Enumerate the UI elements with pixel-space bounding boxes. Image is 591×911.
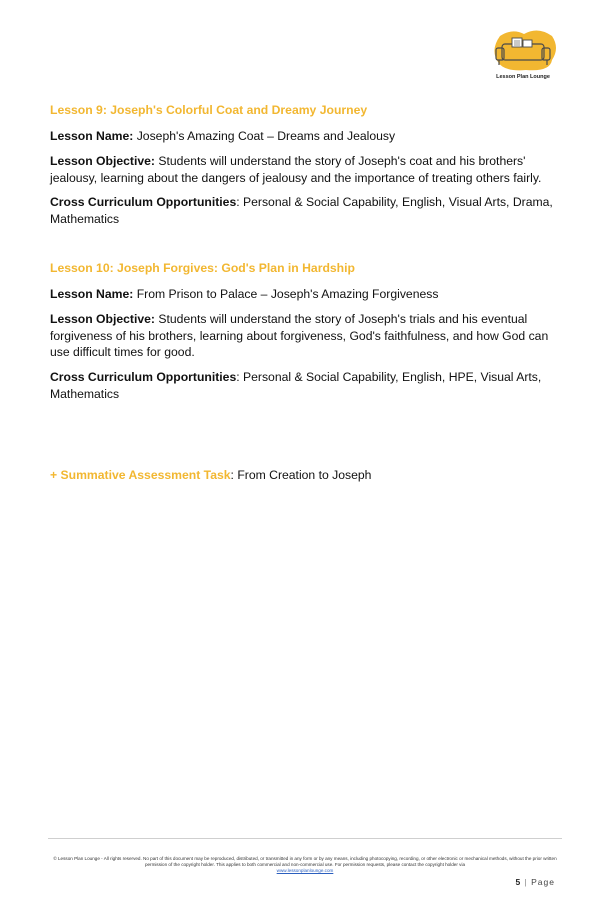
lesson-objective bbox=[50, 153, 562, 187]
sofa-logo-icon bbox=[490, 30, 560, 74]
cross-curriculum bbox=[50, 369, 562, 403]
lesson-name-label: Lesson Name: bbox=[50, 286, 134, 301]
cross-curriculum-value: : Personal & Social Capability, English, HPE, Visual Arts, Mathematics bbox=[50, 370, 542, 401]
lesson-objective-label: Lesson Objective: bbox=[50, 153, 155, 168]
summative-title: Summative Assessment Task bbox=[60, 468, 231, 482]
lesson-objective bbox=[50, 311, 562, 361]
page-number-value: 5 bbox=[515, 877, 522, 887]
brand-logo bbox=[490, 30, 560, 86]
lesson-name bbox=[50, 286, 562, 303]
lesson-name-label: Lesson Name: bbox=[50, 129, 134, 143]
lesson-objective-value: Students will understand the story of Joseph's trials and his eventual forgiveness of his brothers, learning about forgiveness, God's faithfulness, and how God can use difficult times for good. bbox=[50, 311, 549, 360]
lesson-block bbox=[50, 260, 562, 403]
cross-curriculum-value: : Personal & Social Capability, English, Visual Arts, Drama, Mathematics bbox=[50, 195, 553, 227]
website-link[interactable]: www.lessonplanlounge.com bbox=[276, 868, 334, 874]
lesson-block bbox=[50, 102, 562, 228]
summative-assessment bbox=[50, 467, 371, 483]
footer-divider bbox=[48, 838, 562, 839]
footer-copyright bbox=[50, 856, 560, 875]
cross-curriculum-label: Cross Curriculum Opportunities bbox=[50, 195, 237, 210]
page-separator: | bbox=[524, 877, 528, 887]
lesson-name-value: From Prison to Palace – Joseph's Amazing Forgiveness bbox=[136, 286, 439, 301]
page-number bbox=[515, 877, 555, 887]
lesson-heading: Lesson 9: Joseph's Colorful Coat and Dreamy Journey bbox=[50, 103, 368, 117]
lesson-objective-label: Lesson Objective: bbox=[50, 311, 155, 326]
lesson-name bbox=[50, 128, 562, 145]
lesson-heading: Lesson 10: Joseph Forgives: God's Plan in Hardship bbox=[50, 260, 355, 275]
lesson-name-value: Joseph's Amazing Coat – Dreams and Jealousy bbox=[136, 129, 396, 143]
plus-icon: + bbox=[50, 468, 58, 482]
page-label: Page bbox=[531, 877, 555, 887]
lesson-objective-value: Students will understand the story of Joseph's coat and his brothers' jealousy, learning about the dangers of jealousy and the importance of treating others fairly. bbox=[50, 153, 542, 185]
cross-curriculum bbox=[50, 194, 562, 228]
logo-text: Lesson Plan Lounge bbox=[496, 74, 550, 80]
cross-curriculum-label: Cross Curriculum Opportunities bbox=[50, 370, 237, 385]
lesson-content bbox=[50, 102, 562, 411]
summative-description: : From Creation to Joseph bbox=[230, 468, 372, 482]
copyright-text: © Lesson Plan Lounge - All rights reserved. No part of this document may be reproduced, distributed, or transmitted in any form or by any means, including photocopying, recording, or other electronic or mechanical methods, without the prior written permission of the copyright holder. This applies to both commercial and non-commercial use. For permission requests, please contact the copyright holder via bbox=[53, 856, 557, 868]
